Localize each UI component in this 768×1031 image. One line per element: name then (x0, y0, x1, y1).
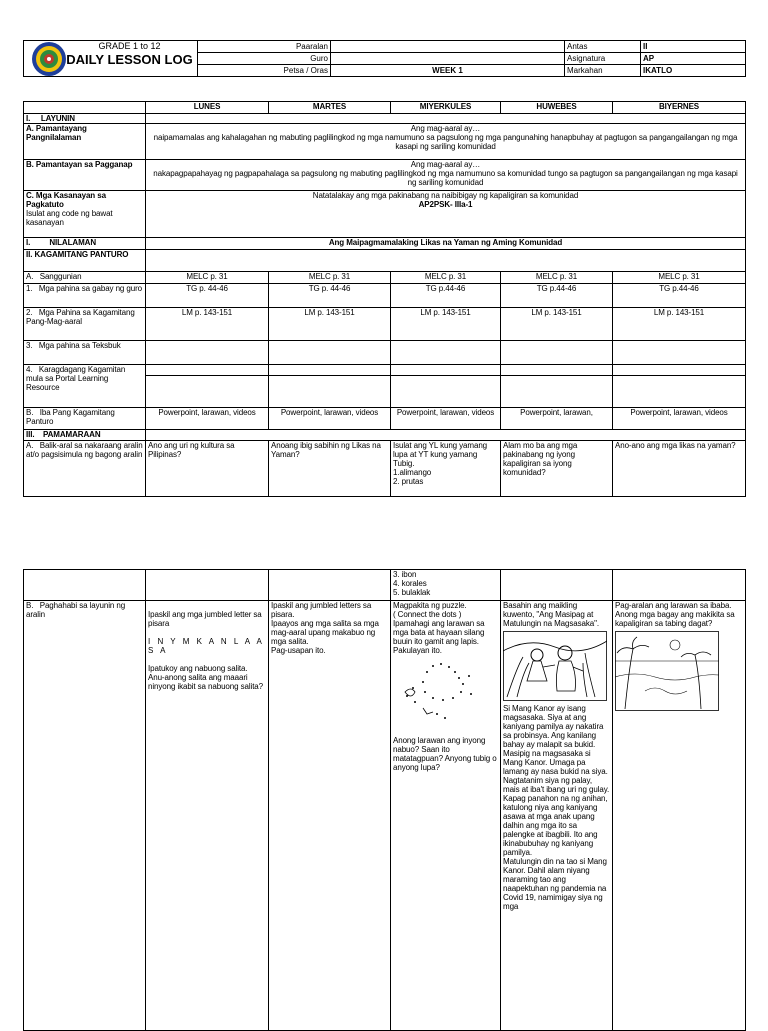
sanggunian-wed: MELC p. 31 (391, 272, 501, 284)
empty-cell (146, 341, 269, 365)
performance-standard-text: nakapagpapahayag ng pagpapahalaga sa pagsulong ng mabuting paglilingkod ng mga namumuno sa komunidad tungo sa pagtugon sa pangangailangan ng mga kasapi ng sariling komunidad (153, 169, 738, 187)
section-kagamitan: II. KAGAMITANG PANTURO (24, 250, 146, 272)
empty-cell (501, 570, 613, 601)
gabay-thu: TG p.44-46 (501, 284, 613, 308)
day-header-thu: HUWEBES (501, 102, 613, 114)
gabay-mon: TG p. 44-46 (146, 284, 269, 308)
empty-cell (613, 341, 746, 365)
iba-fri: Powerpoint, larawan, videos (613, 408, 746, 430)
performance-standard (146, 160, 746, 191)
paghahabi-thu (501, 601, 613, 1031)
subject-label: Asignatura (565, 53, 641, 65)
label-iba: B. Iba Pang Kagamitang Panturo (24, 408, 146, 430)
iba-thu: Powerpoint, larawan, (501, 408, 613, 430)
sanggunian-tue: MELC p. 31 (269, 272, 391, 284)
paghahabi-fri (613, 601, 746, 1031)
content-standard (146, 124, 746, 160)
paghahabi-mon (146, 601, 269, 1031)
iba-wed: Powerpoint, larawan, videos (391, 408, 501, 430)
label-kasanayan (24, 191, 146, 238)
gabay-fri: TG p.44-46 (613, 284, 746, 308)
competency-code: AP2PSK- IIIa-1 (418, 200, 473, 209)
paghahabi-tue: Ipaskil ang jumbled letters sa pisara. Ipaayos ang mga salita sa mga mag-aaral upang makabuo ng mga salita. Pag-usapan ito. (269, 601, 391, 1031)
balik-mon: Ano ang uri ng kultura sa Pilipinas? (146, 441, 269, 497)
label-lm: 2. Mga Pahina sa Kagamitang Pang-Mag-aaral (24, 308, 146, 341)
empty-cell (146, 114, 746, 124)
quarter-value: IKATLO (641, 65, 746, 77)
empty-cell (391, 341, 501, 365)
kasanayan-sub: Isulat ang code ng bawat kasanayan (26, 209, 113, 227)
competency (146, 191, 746, 238)
label-pamantayan-pagganap: B. Pamantayan sa Pagganap (24, 160, 146, 191)
school-label: Paaralan (198, 41, 331, 53)
fri-instruction: Pag-aralan ang larawan sa ibaba. Anong mga bagay ang makikita sa kapaligiran sa tabing dagat? (615, 601, 735, 628)
empty-cell (146, 365, 269, 408)
empty-cell (24, 570, 146, 601)
paghahabi-wed (391, 601, 501, 1031)
empty-cell (613, 365, 746, 408)
iba-tue: Powerpoint, larawan, videos (269, 408, 391, 430)
sanggunian-mon: MELC p. 31 (146, 272, 269, 284)
teacher-label: Guro (198, 53, 331, 65)
header-table (23, 40, 746, 77)
lm-fri: LM p. 143-151 (613, 308, 746, 341)
mon-instruction: Ipaskil ang mga jumbled letter sa pisara (148, 610, 262, 628)
empty-cell (501, 365, 613, 408)
content-standard-text: naipamamalas ang kahalagahan ng mabuting paglilingkod ng mga namumuno sa pagsulong ng mga pangunahing hanapbuhay at pagtugon sa pangangailangan ng mga kasapi ng sariling komunidad (153, 133, 738, 151)
competency-text: Natatalakay ang mga pakinabang na naibibigay ng kapaligiran sa komunidad (312, 191, 579, 200)
lm-mon: LM p. 143-151 (146, 308, 269, 341)
balik-fri: Ano-ano ang mga likas na yaman? (613, 441, 746, 497)
label-karagdagan: 4. Karagdagang Kagamitan mula sa Portal Learning Resource (24, 365, 146, 408)
school-value[interactable] (331, 41, 565, 53)
empty-cell (269, 341, 391, 365)
gabay-wed: TG p.44-46 (391, 284, 501, 308)
jumbled-letters: I N Y M K A N L A A S A (148, 637, 264, 655)
week-value: WEEK 1 (331, 65, 565, 77)
label-teksbuk: 3. Mga pahina sa Teksbuk (24, 341, 146, 365)
seaside-illustration-image (615, 631, 719, 711)
empty-cell (146, 430, 746, 441)
section-layunin: I. LAYUNIN (24, 114, 146, 124)
empty-cell (146, 250, 746, 272)
sanggunian-fri: MELC p. 31 (613, 272, 746, 284)
content-standard-intro: Ang mag-aaral ay… (410, 124, 481, 133)
date-label: Petsa / Oras (198, 65, 331, 77)
iba-mon: Powerpoint, larawan, videos (146, 408, 269, 430)
subject-value: AP (641, 53, 746, 65)
kasanayan-title: C. Mga Kasanayan sa Pagkatuto (26, 191, 106, 209)
teacher-value[interactable] (331, 53, 565, 65)
mon-questions: Ipatukoy ang nabuong salita. Anu-anong salita ang maaari ninyong ikabit sa nabuong salita? (148, 664, 264, 691)
corner-cell (24, 102, 146, 114)
section-pamamaraan: III. PAMAMARAAN (24, 430, 146, 441)
balik-thu: Alam mo ba ang mga pakinabang ng iyong kapaligiran sa iyong komunidad? (501, 441, 613, 497)
quarter-label: Markahan (565, 65, 641, 77)
farmer-illustration-image (503, 631, 607, 701)
performance-standard-intro: Ang mag-aaral ay… (410, 160, 481, 169)
story-text: Si Mang Kanor ay isang magsasaka. Siya at ang kaniyang pamilya ay nakatira sa probinsya. Ang kanilang bahay ay malapit sa bukid. Masipig na magsasaka si Mang Kanor. Umaga pa lamang ay nasa bukid na siya. Nagtatanim siya ng palay, mais at iba't ibang uri ng gulay. Kapag panahon na ng anihan, katulong niya ang kaniyang asawa at mga anak upang dalhin ang mga ito sa palengke at ibagbili. Ito ang ikinabubuhay ng kaniyang pamilya. Matulungin din na tao si Mang Kanor. Dahil alam niyang maraming tao ang naapektuhan ng pandemia na Covid 19, namimigay siya ng mga (503, 704, 610, 911)
empty-cell (146, 570, 269, 601)
empty-cell (269, 570, 391, 601)
title-cell (24, 41, 198, 77)
section-nilalaman: I. NILALAMAN (24, 238, 146, 250)
gabay-tue: TG p. 44-46 (269, 284, 391, 308)
empty-cell (391, 365, 501, 408)
lesson-table-continued (23, 569, 746, 1031)
lesson-table (23, 101, 746, 497)
connect-dots-puzzle-image (393, 658, 481, 733)
lm-thu: LM p. 143-151 (501, 308, 613, 341)
day-header-fri: BIYERNES (613, 102, 746, 114)
label-pamantayang-pangnilalaman: A. Pamantayang Pangnilalaman (24, 124, 146, 160)
label-gabay: 1. Mga pahina sa gabay ng guro (24, 284, 146, 308)
label-balik-aral: A. Balik-aral sa nakaraang aralin at/o pagsisimula ng bagong aralin (24, 441, 146, 497)
wed-instruction: Magpakita ng puzzle. ( Connect the dots ) Ipamahagi ang larawan sa mga bata at hayaan silang buuin ito gamit ang lapis. Pakulayan ito. (393, 601, 485, 655)
lm-tue: LM p. 143-151 (269, 308, 391, 341)
day-header-tue: MARTES (269, 102, 391, 114)
continued-wed: 3. ibon 4. korales 5. bulaklak (391, 570, 501, 601)
balik-tue: Anoang ibig sabihin ng Likas na Yaman? (269, 441, 391, 497)
label-sanggunian: A. Sanggunian (24, 272, 146, 284)
sanggunian-thu: MELC p. 31 (501, 272, 613, 284)
empty-cell (501, 341, 613, 365)
balik-wed: Isulat ang YL kung yamang lupa at YT kung yamang Tubig. 1.alimango 2. prutas (391, 441, 501, 497)
day-header-mon: LUNES (146, 102, 269, 114)
thu-instruction: Basahin ang maikling kuwento, "Ang Masipag at Matulungin na Magsasaka". (503, 601, 599, 628)
day-header-wed: MIYERKULES (391, 102, 501, 114)
nilalaman-text: Ang Maipagmamalaking Likas na Yaman ng Aming Komunidad (146, 238, 746, 250)
lm-wed: LM p. 143-151 (391, 308, 501, 341)
empty-cell (613, 570, 746, 601)
page-title: DAILY LESSON LOG (66, 52, 193, 67)
label-paghahabi: B. Paghahabi sa layunin ng aralin (24, 601, 146, 1031)
empty-cell (269, 365, 391, 408)
grade-level-value: II (641, 41, 746, 53)
grade-level-label: Antas (565, 41, 641, 53)
grade-label: GRADE 1 to 12 (98, 41, 161, 51)
wed-questions: Anong larawan ang inyong nabuo? Saan ito matatagpuan? Anyong tubig o anyong lupa? (393, 736, 497, 772)
